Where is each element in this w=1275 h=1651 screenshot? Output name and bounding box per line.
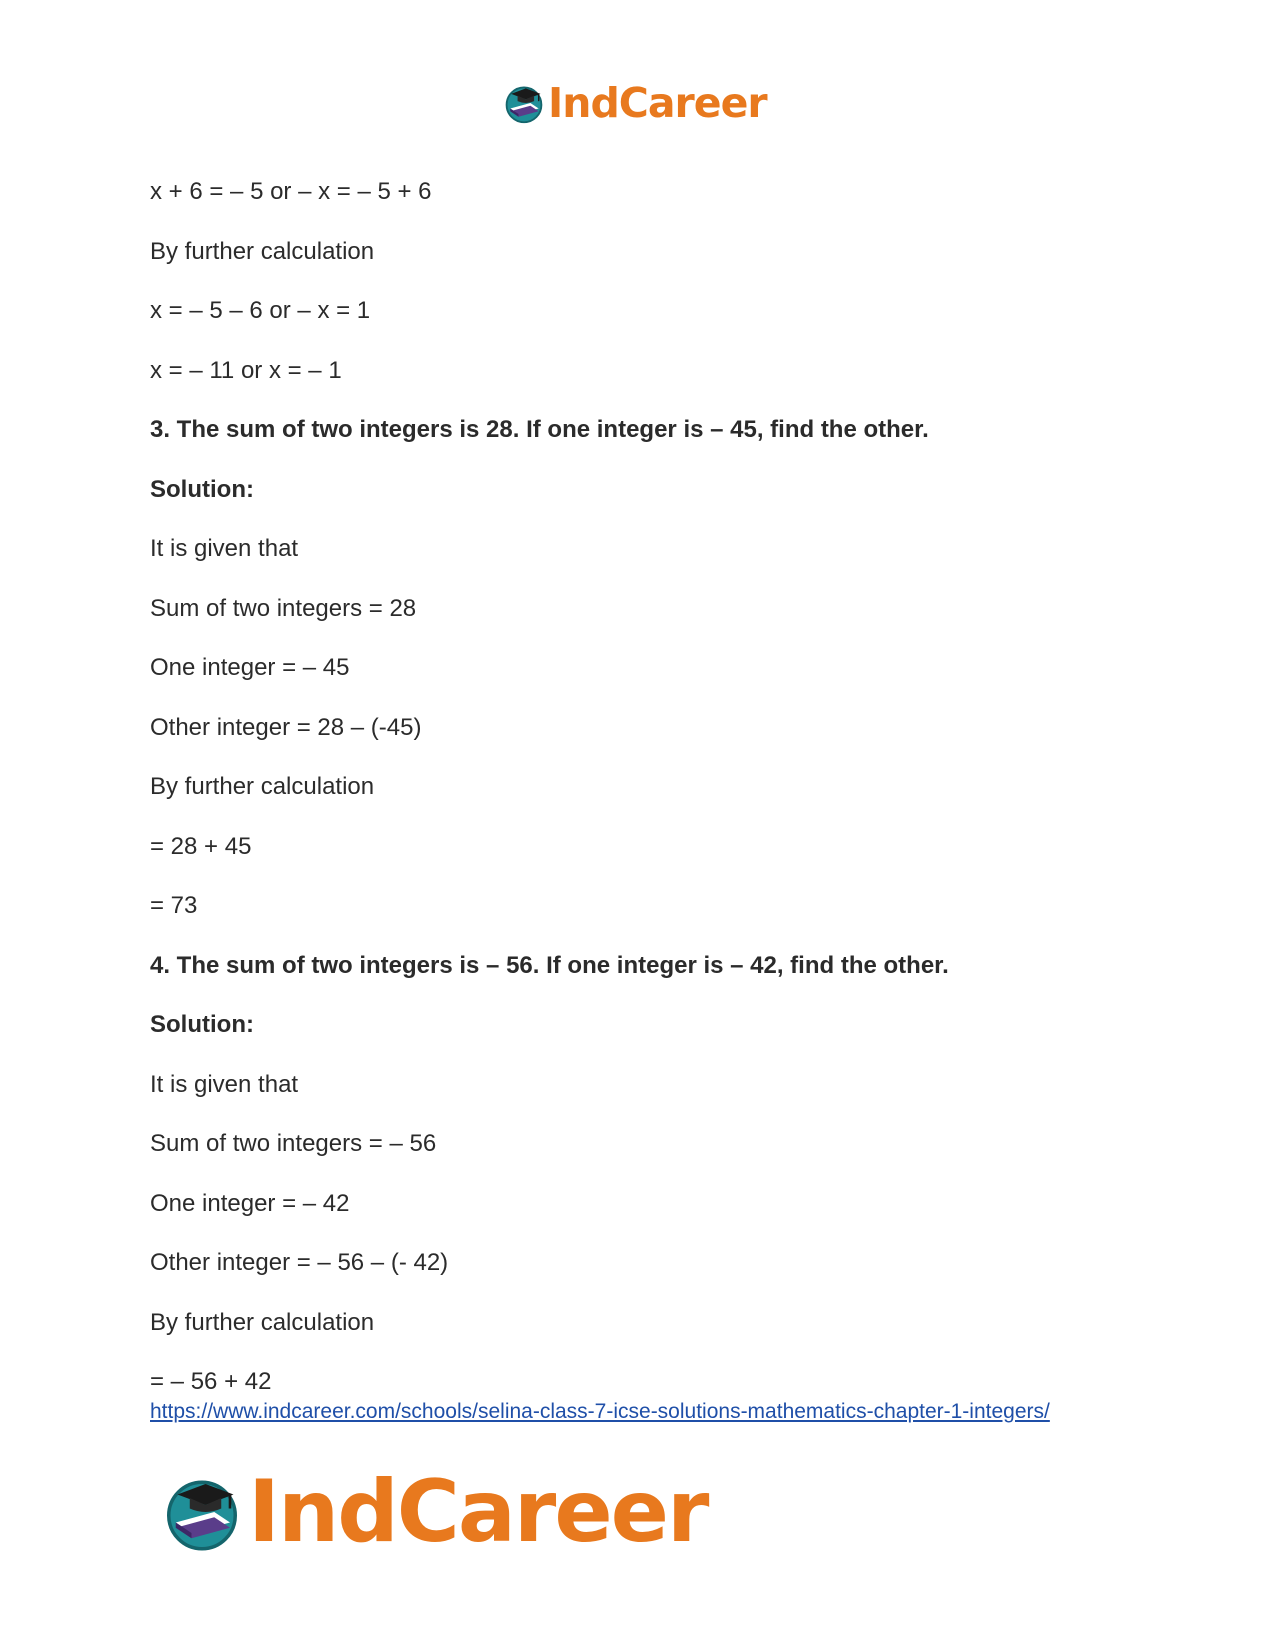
text-line: Sum of two integers = 28 — [150, 594, 417, 622]
text-line: x = – 11 or x = – 1 — [150, 356, 342, 384]
text-line: One integer = – 42 — [150, 1189, 350, 1217]
document-body — [150, 172, 1140, 1422]
text-line: By further calculation — [150, 1308, 375, 1336]
text-line: Other integer = 28 – (-45) — [150, 713, 422, 741]
text-line: Other integer = – 56 – (- 42) — [150, 1249, 449, 1276]
text-line: x = – 5 – 6 or – x = 1 — [150, 297, 371, 324]
book-graduation-cap-icon — [502, 81, 546, 125]
text-line: It is given that — [150, 1070, 299, 1098]
text-line: By further calculation — [150, 237, 375, 265]
question-heading: Solution: — [150, 1011, 254, 1038]
book-graduation-cap-icon — [160, 1470, 244, 1554]
text-line: It is given that — [150, 535, 299, 562]
text-line: = 28 + 45 — [150, 832, 252, 860]
source-url-link[interactable]: https://www.indcareer.com/schools/selina-class-7-icse-solutions-mathematics-chapter-1-integers/ — [150, 1400, 1050, 1423]
logo-wordmark: IndCareer — [248, 1462, 708, 1562]
text-line: x + 6 = – 5 or – x = – 5 + 6 — [150, 178, 432, 205]
question-heading: 4. The sum of two integers is – 56. If one integer is – 42, find the other. — [150, 951, 949, 979]
text-line: = – 56 + 42 — [150, 1368, 272, 1395]
logo-wordmark: IndCareer — [548, 79, 767, 127]
header-logo — [502, 78, 767, 128]
text-line: Sum of two integers = – 56 — [150, 1130, 437, 1157]
question-heading: 3. The sum of two integers is 28. If one integer is – 45, find the other. — [150, 416, 929, 443]
question-heading: Solution: — [150, 475, 254, 503]
text-line: = 73 — [150, 892, 198, 919]
footer-logo — [160, 1462, 707, 1562]
text-line: By further calculation — [150, 773, 375, 800]
text-line: One integer = – 45 — [150, 654, 350, 681]
